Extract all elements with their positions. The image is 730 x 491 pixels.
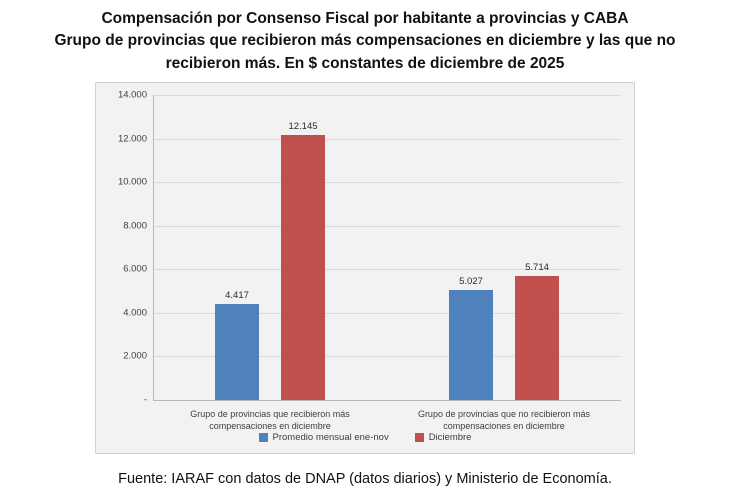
bar-value-label: 12.145 — [288, 121, 318, 133]
chart-frame — [95, 82, 635, 454]
y-axis-tick-label: 12.000 — [117, 133, 147, 145]
bar-group — [153, 95, 387, 432]
legend-item[interactable] — [259, 432, 389, 443]
bar[interactable] — [449, 276, 493, 400]
title-line-2: Grupo de provincias que recibieron más compensaciones en diciembre y las que no — [54, 32, 676, 50]
bar[interactable] — [215, 289, 259, 400]
y-axis-tick-label: 8.000 — [123, 220, 147, 232]
bar-value-label: 5.027 — [459, 276, 483, 288]
bar[interactable] — [281, 121, 325, 400]
y-axis-tick-label: 10.000 — [117, 176, 147, 188]
y-axis-tick-label: - — [143, 394, 147, 406]
title-line-1: Compensación por Consenso Fiscal por habitante a provincias y CABA — [101, 10, 629, 27]
legend-label: Promedio mensual ene-nov — [272, 432, 389, 443]
plot-area — [117, 89, 621, 432]
legend-item[interactable] — [415, 432, 472, 443]
x-axis-category-label: Grupo de provincias que recibieron más compensaciones en diciembre — [190, 409, 350, 432]
y-axis-tick-label: 6.000 — [123, 263, 147, 275]
y-axis-tick-label: 2.000 — [123, 350, 147, 362]
legend-label: Diciembre — [428, 432, 472, 443]
x-axis-line — [143, 394, 621, 406]
bar[interactable] — [515, 261, 559, 400]
bar-value-label: 4.417 — [225, 289, 249, 301]
x-axis-category-label: Grupo de provincias que no recibieron más compensaciones en diciembre — [417, 409, 591, 432]
legend-swatch — [259, 433, 268, 442]
y-axis-tick-label: 4.000 — [123, 307, 147, 319]
legend-swatch — [415, 433, 424, 442]
chart-title — [0, 0, 730, 75]
source-note: Fuente: IARAF con datos de DNAP (datos diarios) y Ministerio de Economía. — [118, 471, 612, 487]
plot-inner — [117, 89, 621, 432]
chart-legend — [96, 432, 634, 443]
y-axis-tick-label: 14.000 — [117, 89, 147, 101]
bar-group — [387, 95, 621, 432]
title-line-3: recibieron más. En $ constantes de diciembre de 2025 — [165, 54, 565, 72]
bar-value-label: 5.714 — [525, 261, 549, 273]
